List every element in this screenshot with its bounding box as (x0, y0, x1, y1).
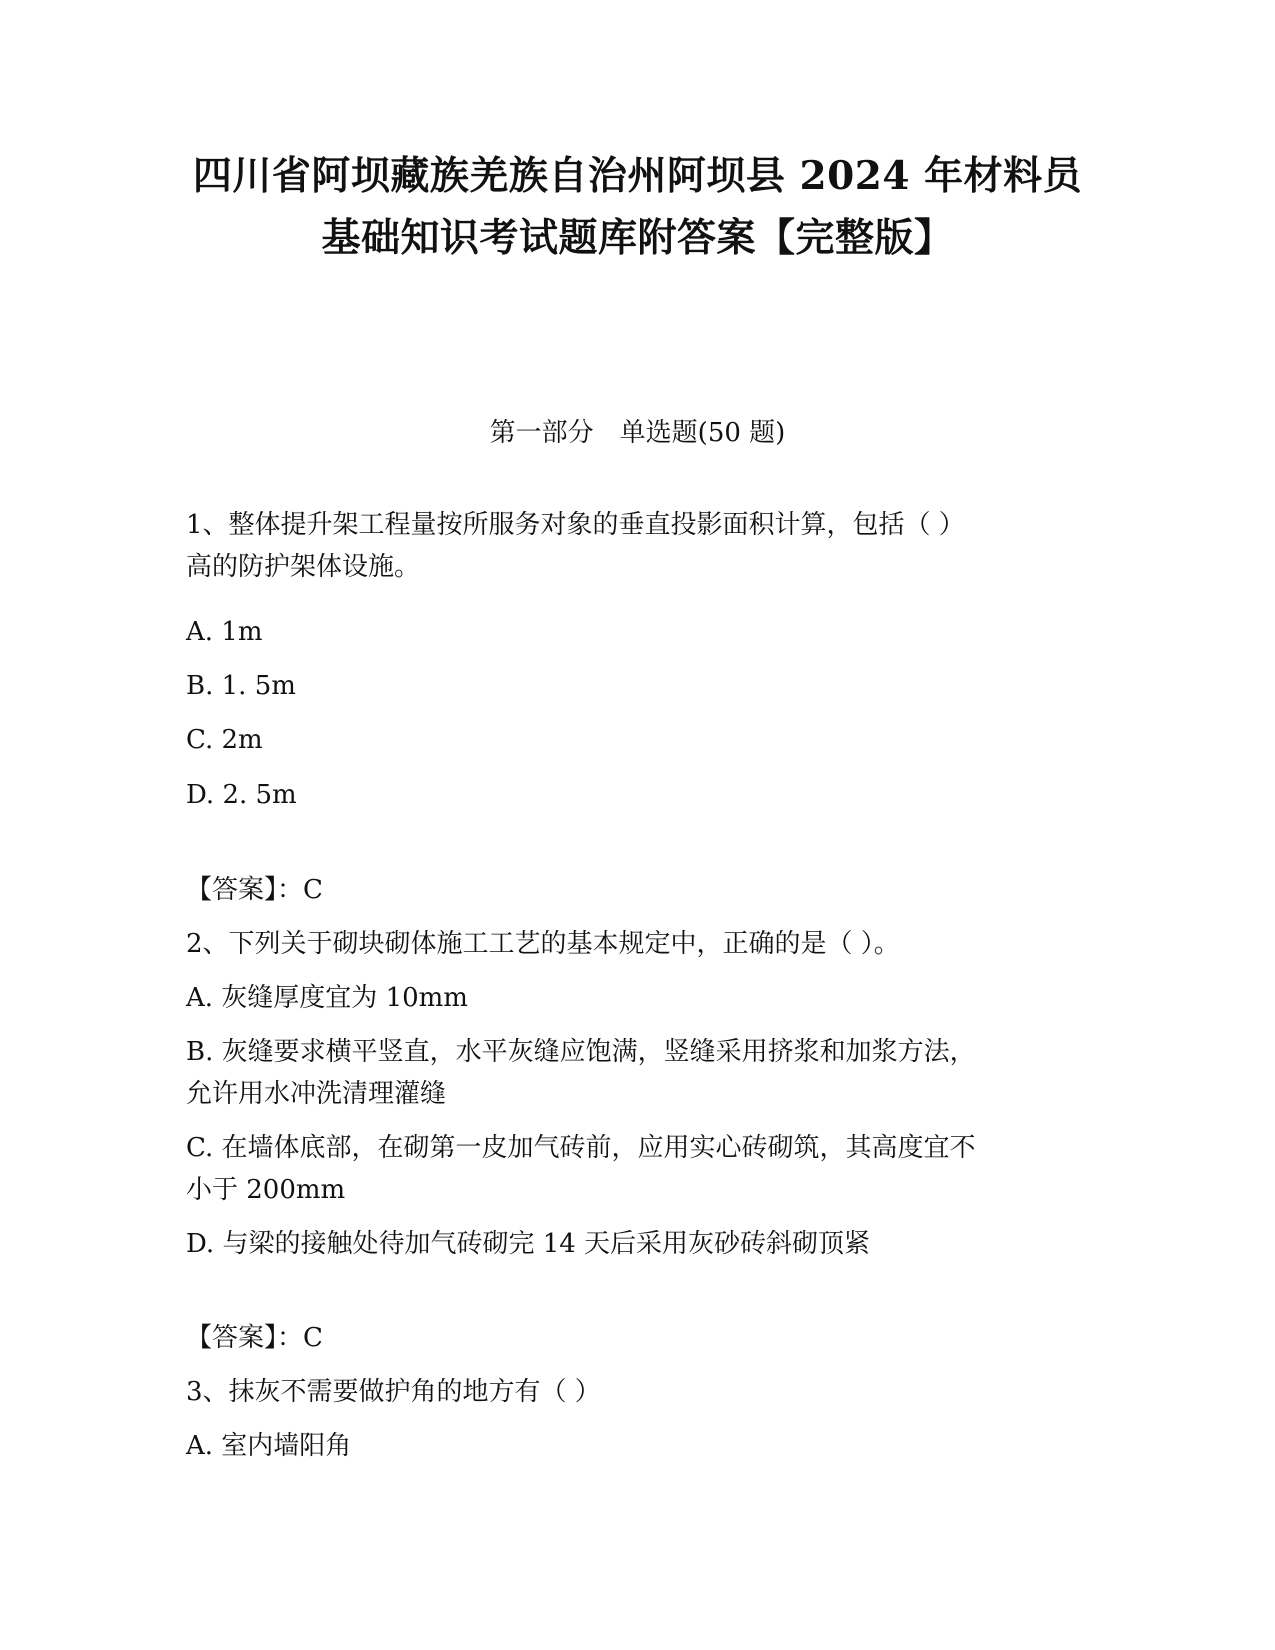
question-2-option-b-line-2: 允许用水冲洗清理灌缝 (186, 1079, 447, 1109)
document-title-line-1: 四川省阿坝藏族羌族自治州阿坝县 2024 年材料员 (192, 153, 1083, 199)
question-1-stem-line-2: 高的防护架体设施。 (186, 552, 421, 582)
question-2-answer: 【答案】：C (186, 1323, 323, 1353)
question-3-option-a: A. 室内墙阳角 (186, 1431, 352, 1461)
question-2-option-b-line-1: B. 灰缝要求横平竖直，水平灰缝应饱满，竖缝采用挤浆和加浆方法， (186, 1037, 976, 1067)
question-1-option-d: D. 2. 5m (186, 780, 297, 810)
question-1-option-c: C. 2m (186, 725, 263, 755)
question-1-option-a: A. 1m (186, 617, 263, 647)
question-2-option-c-line-2: 小于 200mm (186, 1175, 346, 1205)
question-1-answer: 【答案】：C (186, 875, 323, 905)
question-2-option-d: D. 与梁的接触处待加气砖砌完 14 天后采用灰砂砖斜砌顶紧 (186, 1229, 871, 1259)
question-1-stem-line-1: 1、整体提升架工程量按所服务对象的垂直投影面积计算，包括（ ） (186, 510, 965, 540)
question-3-stem-line-1: 3、抹灰不需要做护角的地方有（ ） (186, 1377, 601, 1407)
question-2-option-a: A. 灰缝厚度宜为 10mm (186, 983, 468, 1013)
question-1-option-b: B. 1. 5m (186, 671, 296, 701)
question-2-stem-line-1: 2、下列关于砌块砌体施工工艺的基本规定中，正确的是（ ）。 (186, 929, 900, 959)
document-title-line-2: 基础知识考试题库附答案【完整版】 (321, 215, 954, 261)
question-2-option-c-line-1: C. 在墙体底部，在砌第一皮加气砖前，应用实心砖砌筑，其高度宜不 (186, 1133, 976, 1163)
section-heading: 第一部分 单选题(50 题) (489, 418, 786, 448)
